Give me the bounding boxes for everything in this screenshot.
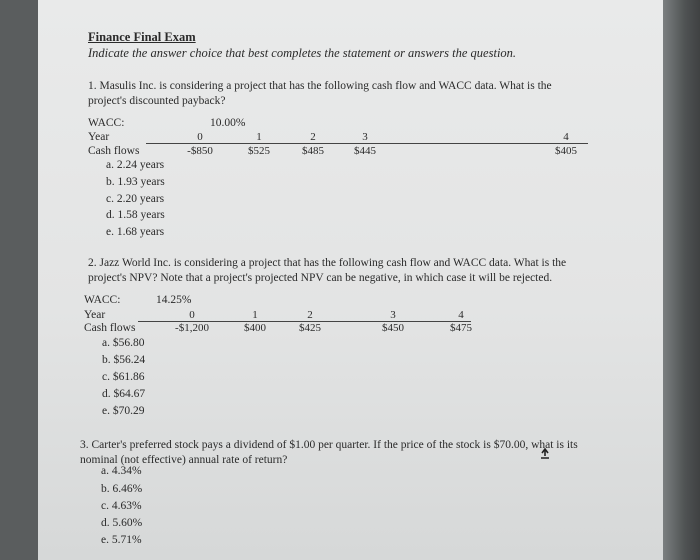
question-1-prompt: 1. Masulis Inc. is considering a project that has the following cash flow and WACC data. What is the project's discounted payback? <box>88 80 552 107</box>
q1-year-label: Year <box>88 131 110 143</box>
q2-choice-d[interactable]: d. $64.67 <box>102 388 146 400</box>
q2-year-0: 0 <box>189 309 195 321</box>
q3-choice-d[interactable]: d. 5.60% <box>101 517 143 529</box>
exam-page <box>38 0 663 560</box>
q1-cashflow-label: Cash flows <box>88 145 140 157</box>
q1-wacc-label: WACC: <box>88 117 125 129</box>
q1-year-0: 0 <box>197 131 203 143</box>
exam-instructions: Indicate the answer choice that best completes the statement or answers the question. <box>88 46 517 60</box>
q3-choice-a[interactable]: a. 4.34% <box>101 465 142 477</box>
q1-year-4: 4 <box>563 131 569 143</box>
q2-choice-e[interactable]: e. $70.29 <box>102 405 145 417</box>
q2-year-4: 4 <box>458 309 464 321</box>
exam-title: Finance Final Exam <box>88 30 196 44</box>
q3-choice-e[interactable]: e. 5.71% <box>101 534 142 546</box>
q2-year-2: 2 <box>307 309 313 321</box>
q1-cashflow-1: $525 <box>248 145 270 157</box>
q1-choice-c[interactable]: c. 2.20 years <box>106 193 165 205</box>
q1-choice-d[interactable]: d. 1.58 years <box>106 209 165 221</box>
q2-year-label: Year <box>84 309 106 321</box>
q2-cashflow-4: $475 <box>450 322 472 334</box>
q1-cashflow-2: $485 <box>302 145 324 157</box>
q3-choice-b[interactable]: b. 6.46% <box>101 483 143 495</box>
desk-edge <box>663 0 700 560</box>
q2-choice-a[interactable]: a. $56.80 <box>102 337 145 349</box>
question-2-prompt: 2. Jazz World Inc. is considering a project that has the following cash flow and WACC data. What is the project's NPV? Note that a project's projected NPV can be negative, in which case it will be rejected. <box>88 257 567 284</box>
q2-choice-b[interactable]: b. $56.24 <box>102 354 146 366</box>
q2-cashflow-label: Cash flows <box>84 322 136 334</box>
q3-choice-c[interactable]: c. 4.63% <box>101 500 142 512</box>
q1-choice-a[interactable]: a. 2.24 years <box>106 159 165 171</box>
q2-cashflow-1: $400 <box>244 322 266 334</box>
q1-choice-e[interactable]: e. 1.68 years <box>106 226 165 238</box>
q1-choice-b[interactable]: b. 1.93 years <box>106 176 165 188</box>
mouse-cursor-icon <box>538 448 552 462</box>
q1-wacc-value: 10.00% <box>210 117 246 129</box>
q2-cashflow-2: $425 <box>299 322 321 334</box>
q1-year-3: 3 <box>362 131 368 143</box>
q2-year-1: 1 <box>252 309 258 321</box>
q2-cashflow-0: -$1,200 <box>175 322 209 334</box>
q1-year-2: 2 <box>310 131 316 143</box>
q2-choice-c[interactable]: c. $61.86 <box>102 371 145 383</box>
q1-cashflow-0: -$850 <box>187 145 213 157</box>
q1-cashflow-3: $445 <box>354 145 376 157</box>
q2-wacc-label: WACC: <box>84 294 121 306</box>
q1-timeline-rule <box>146 143 588 144</box>
q2-year-3: 3 <box>390 309 396 321</box>
q1-year-1: 1 <box>256 131 262 143</box>
question-3-prompt: 3. Carter's preferred stock pays a dividend of $1.00 per quarter. If the price of the stock is $70.00, what is its nominal (not effective) annual rate of return? <box>80 439 578 466</box>
q1-cashflow-4: $405 <box>555 145 577 157</box>
q2-cashflow-3: $450 <box>382 322 404 334</box>
q2-wacc-value: 14.25% <box>156 294 192 306</box>
